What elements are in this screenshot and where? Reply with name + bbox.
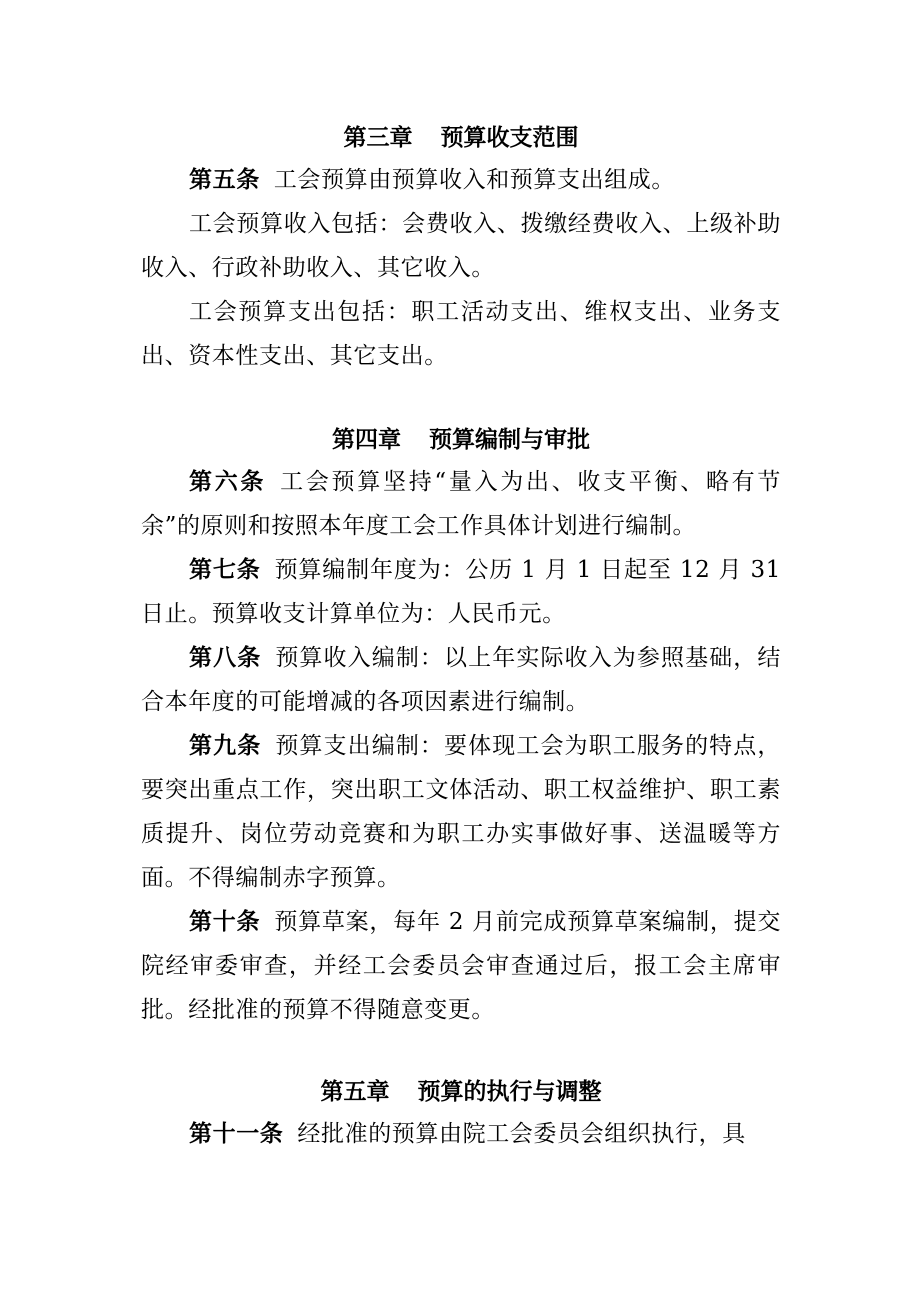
article-7-label: 第七条 <box>189 557 261 583</box>
article-10-text: 预算草案，每年 2 月前完成预算草案编制，提交院经审委审查，并经工会委员会审查通过后，报工会主席审批。经批准的预算不得随意变更。 <box>141 909 781 1023</box>
chapter-5-heading <box>141 1072 781 1112</box>
article-6 <box>141 460 781 548</box>
article-7-text: 预算编制年度为：公历 1 月 1 日起至 12 月 31 日止。预算收支计算单位为：人民币元。 <box>141 557 781 627</box>
chapter-4-heading <box>141 420 781 460</box>
chapter-5-title: 预算的执行与调整 <box>417 1079 602 1105</box>
document-page <box>141 118 781 1156</box>
chapter-5-number: 第五章 <box>320 1079 390 1105</box>
article-6-text: 工会预算坚持“量入为出、收支平衡、略有节余”的原则和按照本年度工会工作具体计划进行编制。 <box>141 469 781 539</box>
chapter-4-number: 第四章 <box>332 427 401 453</box>
article-11-label: 第十一条 <box>189 1121 284 1147</box>
budget-income-text: 工会预算收入包括：会费收入、拨缴经费收入、上级补助收入、行政补助收入、其它收入。 <box>141 211 781 281</box>
article-5-text: 工会预算由预算收入和预算支出组成。 <box>273 167 676 193</box>
chapter-3-heading <box>141 118 781 158</box>
article-5 <box>141 158 781 202</box>
article-10 <box>141 900 781 1032</box>
article-8-text: 预算收入编制：以上年实际收入为参照基础，结合本年度的可能增减的各项因素进行编制。 <box>141 645 781 715</box>
article-11 <box>141 1112 781 1156</box>
article-6-label: 第六条 <box>189 469 267 495</box>
budget-expense-paragraph <box>141 290 781 378</box>
article-10-label: 第十条 <box>189 909 261 935</box>
budget-income-paragraph <box>141 202 781 290</box>
article-9-label: 第九条 <box>189 733 262 759</box>
article-9 <box>141 724 781 900</box>
article-11-text: 经批准的预算由院工会委员会组织执行，具 <box>297 1121 746 1147</box>
article-5-label: 第五条 <box>189 167 260 193</box>
budget-expense-text: 工会预算支出包括：职工活动支出、维权支出、业务支出、资本性支出、其它支出。 <box>141 299 781 369</box>
article-7 <box>141 548 781 636</box>
article-8 <box>141 636 781 724</box>
chapter-4-title: 预算编制与审批 <box>429 427 590 453</box>
chapter-3-number: 第三章 <box>343 125 413 151</box>
article-8-label: 第八条 <box>189 645 262 671</box>
chapter-3-title: 预算收支范围 <box>440 125 579 151</box>
article-9-text: 预算支出编制：要体现工会为职工服务的特点，要突出重点工作，突出职工文体活动、职工权益维护、职工素质提升、岗位劳动竞赛和为职工办实事做好事、送温暖等方面。不得编制赤字预算。 <box>141 733 781 891</box>
